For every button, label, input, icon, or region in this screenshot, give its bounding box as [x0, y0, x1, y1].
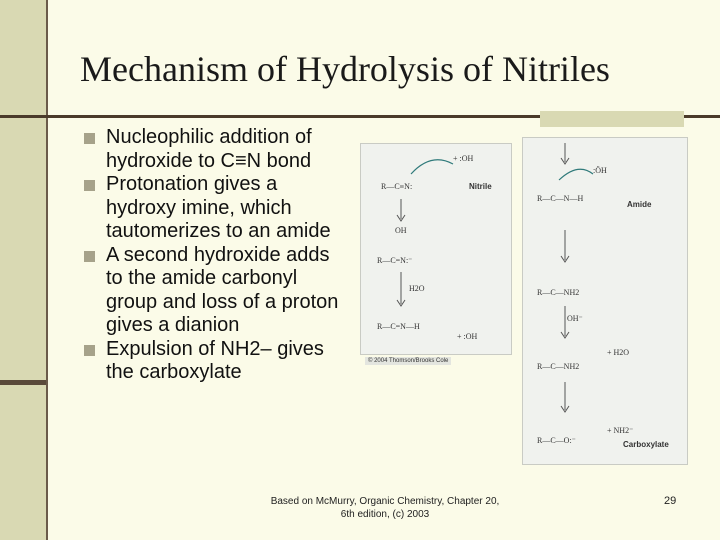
mechanism-panel-left [360, 143, 512, 355]
left-divider-line [46, 0, 48, 540]
imine-anion-structure: R—C=N:⁻ [377, 256, 413, 265]
bullet-item [84, 338, 346, 385]
left-panel-arrows [361, 144, 511, 354]
regenerated-hydroxide-label: + :OH [457, 332, 478, 341]
water-product-label: + H2O [607, 348, 630, 357]
right-panel-arrows [523, 138, 687, 464]
bullet-text: A second hydroxide adds to the amide carbonyl group and loss of a proton gives a dianion [106, 243, 339, 336]
carboxylate-structure: R—C—O:⁻ [537, 436, 576, 445]
bullet-list [84, 126, 346, 385]
bullet-item [84, 244, 346, 338]
water-label: H2O [409, 284, 425, 293]
carboxylate-label: Carboxylate [623, 440, 669, 449]
amide-ion-label: + NH2⁻ [607, 426, 634, 435]
slide-title: Mechanism of Hydrolysis of Nitriles [80, 49, 610, 89]
bullet-marker-icon [84, 180, 95, 191]
amide-structure: R—C—N—H [537, 194, 584, 203]
left-accent-bar [0, 0, 46, 540]
bullet-text: Protonation gives a hydroxy imine, which tautomerizes to an amide [106, 173, 331, 242]
hydroxide-attack-label: :ÖH [593, 166, 607, 175]
tetrahedral-intermediate-structure: R—C—NH2 [537, 288, 580, 297]
footer-citation: Based on McMurry, Organic Chemistry, Chapter 20, 6th edition, (c) 2003 [270, 496, 500, 520]
nitrile-label: Nitrile [469, 182, 492, 191]
bullet-marker-icon [84, 251, 95, 262]
copyright-notice: © 2004 Thomson/Brooks Cole [365, 357, 451, 365]
bullet-text: Nucleophilic addition of hydroxide to C≡N bond [106, 126, 312, 172]
left-accent-mark [0, 380, 46, 385]
page-number: 29 [664, 495, 677, 507]
dianion-structure: R—C—NH2 [537, 362, 580, 371]
bullet-marker-icon [84, 133, 95, 144]
mechanism-panel-right [522, 137, 688, 465]
hydroxide-step-label: OH⁻ [567, 314, 583, 323]
bullet-text: Expulsion of NH2– gives the carboxylate [106, 337, 324, 383]
hydroxide-label: + :OH [453, 154, 474, 163]
title-rule-accent [540, 111, 684, 127]
nitrile-structure: R—C≡N: [381, 182, 413, 191]
bullet-item [84, 126, 346, 173]
bullet-item [84, 173, 346, 244]
oh-label: OH [395, 226, 407, 235]
hydroxy-imine-structure: R—C=N—H [377, 322, 420, 331]
amide-label: Amide [627, 200, 652, 209]
bullet-marker-icon [84, 345, 95, 356]
